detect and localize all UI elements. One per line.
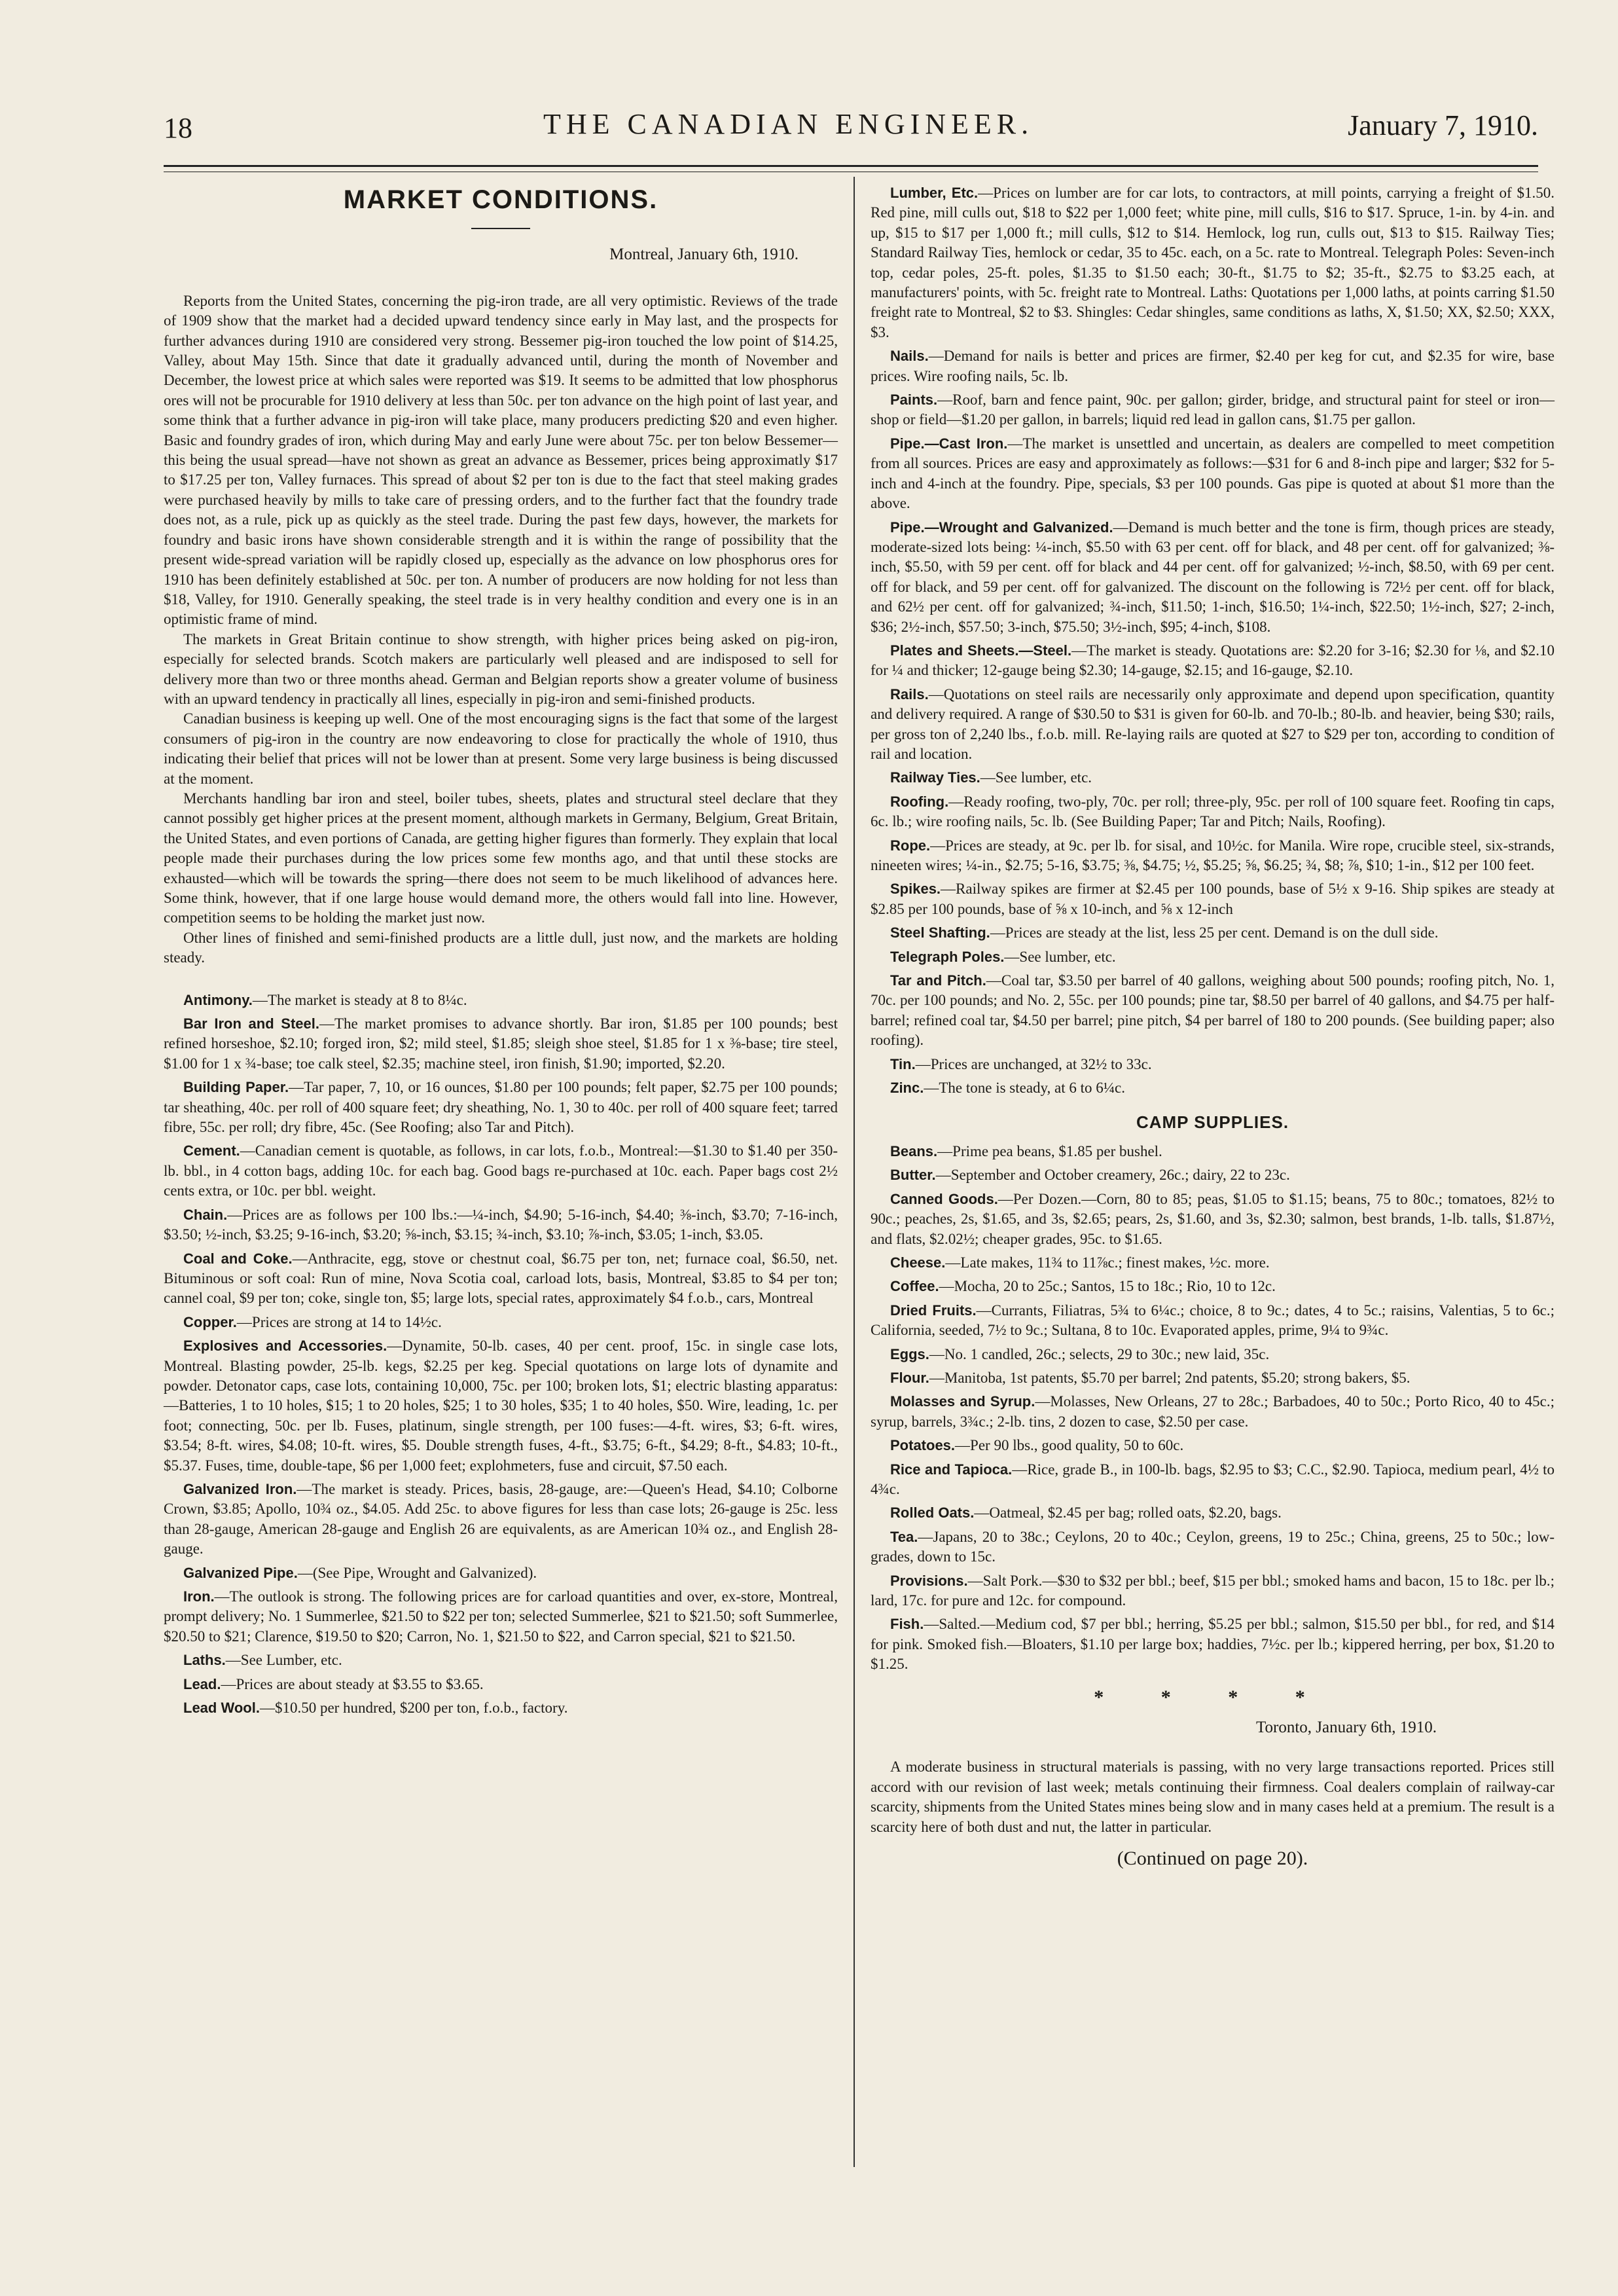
issue-date: January 7, 1910. [1348, 109, 1538, 141]
entry-keyword: Steel Shafting. [890, 924, 990, 941]
entry-keyword: Spikes. [890, 881, 941, 898]
price-entry [871, 1368, 1555, 1388]
entry-text: —Salted.—Medium cod, $7 per bbl.; herring, $5.25 per bbl.; salmon, $15.50 per bbl., for red, and $14 for pink. Smoked fish.—Bloaters, $1.10 per large box; haddies, 7½c. per lb.; kippered herring, per box, $1.20 to $1.25. [871, 1616, 1555, 1673]
entry-keyword: Explosives and Accessories. [183, 1338, 387, 1355]
price-entry [871, 183, 1555, 342]
entry-text: —See Lumber, etc. [225, 1652, 342, 1669]
entry-keyword: Provisions. [890, 1572, 968, 1589]
entry-text: —Anthracite, egg, stove or chestnut coal, $6.75 per ton, net; furnace coal, $6.50, net. Bituminous or soft coal: Run of mine, Nova Scotia coal, carload lots, basis, Montreal, $3.85 to $4 per ton; cannel coal, $9 per ton; coke, single ton, $5; large lots, special rates, approximately $4 f.o.b., cars, Montreal [164, 1250, 838, 1307]
entry-text: —Molasses, New Orleans, 27 to 28c.; Barbadoes, 40 to 50c.; Porto Rico, 40 to 45c.; syrup, barrels, 3¾c.; 2-lb. tins, 2 dozen to case, $2.50 per case. [871, 1393, 1555, 1430]
entry-text: —Demand is much better and the tone is firm, though prices are steady, moderate-sized lots being: ¼-inch, $5.50 with 63 per cent. off for black, and 48 per cent. off for galvanized; ⅜-inch, $5.50, with 59 per cent. off for black and 44 per cent. off for galvanized; ½-inch, $8.50, with 69 per cent. off for black, and 59 per cent. off for galvanized. The discount on the following is 72½ per cent. off for black, and 62½ per cent. off for galvanized; ¾-inch, $11.50; 1-inch, $16.50; 1¼-inch, $22.50; 1½-inch, $27; 2-inch, $36; 2½-inch, $57.50; 3-inch, $75.50; 3½-inch, $95; 4-inch, $108. [871, 519, 1555, 635]
entry-keyword: Tea. [890, 1528, 918, 1545]
entry-keyword: Pipe.—Cast Iron. [890, 435, 1008, 452]
entry-text: —Japans, 20 to 38c.; Ceylons, 20 to 40c.; Ceylon, greens, 19 to 25c.; China, greens, 25 to 50c.; low-grades, down to 15c. [871, 1528, 1555, 1565]
price-entry [871, 1253, 1555, 1273]
entry-keyword: Copper. [183, 1313, 237, 1330]
entry-text: —Oatmeal, $2.45 per bag; rolled oats, $2.20, bags. [974, 1504, 1282, 1522]
entry-text: —See lumber, etc. [1004, 948, 1116, 965]
paragraph: Canadian business is keeping up well. One of the most encouraging signs is the fact that some of the largest consumers of pig-iron in the country are now endeavoring to close for practically the whole of 1910, thus indicating their belief that prices will not be lower than at present. Some very large business is being discussed at the moment. [164, 710, 838, 787]
price-entry [871, 1142, 1555, 1161]
entry-keyword: Paints. [890, 392, 938, 409]
entry-text: —Prices are as follows per 100 lbs.:—¼-inch, $4.90; 5-16-inch, $4.40; ⅜-inch, $3.70; 7-16-inch, $3.50; ½-inch, $3.25; 9-16-inch, $3.20; ⅝-inch, $3.15; ¾-inch, $3.10; ⅞-inch, $3.05; 1-inch, $3.05. [164, 1206, 838, 1243]
paragraph: The markets in Great Britain continue to show strength, with higher prices being asked on pig-iron, especially for selected brands. Scotch makers are particularly well pleased and are indisposed to sell for delivery more than two or three months ahead. German and Belgian reports show a greater volume of business with an upward tendency in practically all lines, especially in pig-iron and semi-finished products. [164, 630, 838, 707]
price-entry [871, 1571, 1555, 1611]
entry-text: —September and October creamery, 26c.; dairy, 22 to 23c. [935, 1167, 1290, 1184]
entry-text: —Salt Pork.—$30 to $32 per bbl.; beef, $15 per bbl.; smoked hams and bacon, 15 to 18c. per lb.; lard, 17c. for pure and 12c. for compound. [871, 1572, 1555, 1609]
price-entry [871, 971, 1555, 1051]
price-entry [871, 947, 1555, 967]
column-separator [854, 177, 855, 2167]
price-entry [164, 1313, 838, 1332]
entry-keyword: Cement. [183, 1142, 240, 1159]
entry-text: —Demand for nails is better and prices are firmer, $2.40 per keg for cut, and $2.35 for wire, base prices. Wire roofing nails, 5c. lb. [871, 348, 1555, 384]
entry-keyword: Roofing. [890, 793, 949, 810]
publication-title: THE CANADIAN ENGINEER. [543, 108, 1034, 140]
entry-text: —Prime pea beans, $1.85 per bushel. [937, 1142, 1162, 1159]
section-heading: MARKET CONDITIONS. [343, 185, 658, 214]
price-entry [164, 1587, 838, 1647]
entry-text: —Late makes, 11¾ to 11⅞c.; finest makes, ½c. more. [945, 1254, 1270, 1271]
entry-text: —Prices are strong at 14 to 14½c. [236, 1313, 442, 1330]
entry-keyword: Nails. [890, 348, 929, 365]
entry-keyword: Flour. [890, 1369, 929, 1386]
entry-text: —The outlook is strong. The following prices are for carload quantities and over, ex-store, Montreal, prompt delivery; No. 1 Summerlee, $21.50 to $22 per ton; selected Summerlee, $21 to $21.50; soft Summerlee, $20.50 to $21; Clarence, $19.50 to $20; Carron, No. 1, $21.50 to $22, and Carron special, $21 to $21.50. [164, 1588, 838, 1645]
price-entry [871, 1078, 1555, 1098]
entry-text: —The market is unsettled and uncertain, as dealers are compelled to meet competition from all sources. Prices are easy and approximately as follows:—$31 for 6 and 8-inch pipe and larger; $32 for 5-inch and 4-inch at the foundry. Pipe, specials, $3 per 100 pounds. Gas pipe is quoted at about $1 more than the above. [871, 435, 1555, 512]
heading-rule [471, 228, 530, 229]
entry-text: —Per 90 lbs., good quality, 50 to 60c. [955, 1437, 1184, 1454]
spacer [164, 968, 838, 991]
entry-keyword: Rice and Tapioca. [890, 1461, 1013, 1478]
entry-keyword: Plates and Sheets.—Steel. [890, 642, 1072, 659]
entry-text: —No. 1 candled, 26c.; selects, 29 to 30c.; new laid, 35c. [929, 1345, 1270, 1362]
entry-keyword: Butter. [890, 1167, 936, 1184]
entry-keyword: Lumber, Etc. [890, 185, 979, 201]
price-entry [164, 991, 838, 1010]
header-rule [164, 165, 1538, 167]
price-entry [871, 685, 1555, 765]
price-entry [871, 518, 1555, 637]
entry-text: —Prices are steady, at 9c. per lb. for sisal, and 10½c. for Manila. Wire rope, crucible steel, six-strands, nineeten wires; ¼-in., $2.75; 5-16, $3.75; ⅜, $4.75; ½, $5.25; ⅝, $6.25; ¾, $8; ⅞, $10; 1-in., $12 per 100 feet. [871, 837, 1555, 873]
price-list [164, 991, 838, 1719]
entry-keyword: Telegraph Poles. [890, 948, 1005, 965]
price-entry [871, 390, 1555, 430]
price-entry [871, 1527, 1555, 1567]
entry-keyword: Tin. [890, 1055, 916, 1072]
entry-keyword: Railway Ties. [890, 769, 980, 786]
price-entry [871, 836, 1555, 876]
price-entry [871, 346, 1555, 386]
paragraph: A moderate business in structural materials is passing, with no very large transactions reported. Prices still accord with our revision of last week; metals continuing their firmness. Coal dealers complain of railway-car scarcity, shipments from the United States mines being slow and in many cases held at a premium. The result is a scarcity here of both dust and nut, the latter in particular. [871, 1758, 1555, 1835]
entry-text: —Manitoba, 1st patents, $5.70 per barrel; 2nd patents, $5.20; strong bakers, $5. [929, 1369, 1411, 1386]
right-column [871, 183, 1555, 1868]
entry-text: —The market promises to advance shortly. Bar iron, $1.85 per 100 pounds; best refined horseshoe, $2.10; forged iron, $2; mild steel, $1.85; sleigh shoe steel, $1.85 for 1 x ⅜-base; tire steel, $1.00 for 1 x ¾-base; toe calk steel, $2.35; machine steel, iron finish, $1.90; imported, $2.20. [164, 1015, 838, 1072]
entry-text: —(See Pipe, Wrought and Galvanized). [297, 1564, 537, 1581]
entry-keyword: Antimony. [183, 991, 253, 1008]
price-entry [164, 1014, 838, 1074]
price-entry [871, 768, 1555, 788]
paragraph: Reports from the United States, concerning the pig-iron trade, are all very optimistic. Reviews of the trade of 1909 show that the market had a decided upward tendency since early in May last, and the prospects for further advances during 1910 are considered very strong. Bessemer pig-iron touched the low point of $14.25, Valley, about May 15th. Since that date it gradually advanced until, during the month of November and December, the lowest price at which sales were reported was $19. It seems to be admitted that low phosphorus ores will not be procurable for 1910 delivery at less than 50c. per ton advance on the high point of last year, and some think that a further advance in pig-iron will take place, many producers predicting $20 and even higher. Basic and foundry grades of iron, which during May and early June were about 75c. per ton below Bessemer—this being the usual spread—have not shown as great an advance as Bessemer, prices being approximatly $17 to $17.25 per ton, Valley furnaces. This spread of about $2 per ton is due to the fact that steel making grades were purchased heavily by mills to take care of pressing orders, and to the further fact that the foundry trade does not, as a rule, pick up as quickly as the steel trade. During the past few days, however, the markets for foundry and basic irons have shown considerable strength and it is within the range of possibility that the present wide-spread variation will be rapidly closed up, especially as the advance on low phosphorus ores for 1910 has been definitely established at 50c. per ton. A number of producers are now holding for not less than $18, Valley, for 1910. Generally speaking, the steel trade is in very healthy condition and every one is in an optimistic frame of mind. [164, 292, 838, 628]
entry-text: —$10.50 per hundred, $200 per ton, f.o.b., factory. [259, 1700, 568, 1717]
entry-text: —Prices are unchanged, at 32½ to 33c. [915, 1055, 1152, 1072]
entry-text: —Roof, barn and fence paint, 90c. per gallon; girder, bridge, and structural paint for steel or iron—shop or field—$1.20 per gallon, in barrels; liquid red lead in gallon cans, $1.75 per gallon. [871, 392, 1555, 428]
entry-keyword: Cheese. [890, 1254, 946, 1271]
price-entry [164, 1698, 838, 1718]
price-entry [164, 1078, 838, 1137]
price-entry [871, 1055, 1555, 1074]
entry-text: —Coal tar, $3.50 per barrel of 40 gallons, weighing about 500 pounds; roofing pitch, No. 1, 70c. per 100 pounds; and No. 2, 55c. per 100 pounds; pine tar, $8.50 per barrel of 40 gallons, and $4.75 per half-barrel; refined coal tar, $4.50 per barrel; pine pitch, $4 per barrel of 180 to 200 pounds. (See building paper; also roofing). [871, 972, 1555, 1049]
entry-text: —The market is steady. Prices, basis, 28-gauge, are:—Queen's Head, $4.10; Colborne Crown, $3.85; Apollo, 10¾ oz., $4.05. Add 25c. to above figures for less than case lots; 26-gauge is 25c. less than 28-gauge, American 28-gauge and English 26 are equivalents, as are American 10¾ oz., and English 28-gauge. [164, 1480, 838, 1558]
entry-text: —Rice, grade B., in 100-lb. bags, $2.95 to $3; C.C., $2.90. Tapioca, medium pearl, 4½ to 4¾c. [871, 1461, 1555, 1497]
entry-keyword: Beans. [890, 1142, 938, 1159]
entry-keyword: Canned Goods. [890, 1190, 998, 1207]
entry-keyword: Tar and Pitch. [890, 972, 986, 989]
entry-text: —Quotations on steel rails are necessarily only approximate and depend upon specification, quantity and delivery required. A range of $30.50 to $31 is given for 60-lb. and 70-lb.; 80-lb. and heavier, being $30; rails, per gross ton of 2,240 lbs., f.o.b. mill. Re-laying rails are quoted at $27 to $29 per ton, according to condition of rail and location. [871, 685, 1555, 762]
entry-keyword: Eggs. [890, 1345, 929, 1362]
entry-text: —Prices on lumber are for car lots, to contractors, at mill points, carrying a freight of $1.50. Red pine, mill culls out, $18 to $22 per 1,000 feet; white pine, mill culls, $16 to $17. Spruce, 1-in. by 4-in. and up, $15 to $17 per 1,000 ft.; mill culls, $12 to $14. Hemlock, log run, culls out, $13 to $15. Railway Ties; Standard Railway Ties, hemlock or cedar, 35 to 45c. each, on a 5c. rate to Montreal. Telegraph Poles: Seven-inch top, cedar poles, 25-ft. poles, $1.35 to $1.50 each; 30-ft., $1.75 to $2; 35-ft., $2.75 to $3.25 each, at manufacturers' points, with 5c. freight rate to Montreal. Laths: Quotations per 1,000 laths, at points carring $1.50 freight rate to Montreal, $2 to $3. Shingles: Cedar shingles, same conditions as laths, X, $1.50; XX, $2.50; XXX, $3. [871, 185, 1555, 340]
section-stars: * * * * [1094, 1686, 1331, 1708]
entry-keyword: Pipe.—Wrought and Galvanized. [890, 519, 1113, 536]
entry-keyword: Building Paper. [183, 1079, 289, 1096]
price-entry [871, 792, 1555, 832]
price-entry [871, 1436, 1555, 1455]
entry-text: —Per Dozen.—Corn, 80 to 85; peas, $1.05 to $1.15; beans, 75 to 80c.; tomatoes, 82½ to 90c.; peaches, 2s, $1.65, and 3s, $2.65; pears, 2s, $1.60, and 3s, $2.30; salmon, best brands, 1-lb. talls, $1.87½, and flats, $2.02½; cheaper grades, 95c. to $1.65. [871, 1190, 1555, 1247]
montreal-dateline: Montreal, January 6th, 1910. [609, 246, 799, 264]
price-entry [164, 1336, 838, 1476]
paragraph: Merchants handling bar iron and steel, boiler tubes, sheets, plates and structural steel declare that they cannot possibly get higher prices at the present moment, although markets in Germany, Belgium, Great Britain, the United States, and even portions of Canada, are getting higher figures than formerly. They explain that local people made their purchases during the low prices some few months ago, and that until these stocks are exhausted—which will be towards the spring—there does not seem to be much likelihood of advances here. Some think, however, that if one large house would demand more, the others would fall into line. However, competition seems to be holding the market just now. [164, 790, 838, 926]
entry-text: —Railway spikes are firmer at $2.45 per 100 pounds, base of 5½ x 9-16. Ship spikes are steady at $2.85 per 100 pounds, base of ⅝ x 10-inch, and ⅝ x 12-inch [871, 881, 1555, 917]
entry-text: —Ready roofing, two-ply, 70c. per roll; three-ply, 95c. per roll of 100 square feet. Roofing tin caps, 6c. lb.; wire roofing nails, 5c. lb. (See Building Paper; Tar and Pitch; Nails, Roofing). [871, 793, 1555, 830]
entry-keyword: Lead Wool. [183, 1700, 260, 1717]
entry-keyword: Coal and Coke. [183, 1250, 293, 1267]
entry-keyword: Potatoes. [890, 1437, 956, 1454]
entry-text: —See lumber, etc. [980, 769, 1092, 786]
entry-keyword: Zinc. [890, 1080, 924, 1097]
entry-text: —Tar paper, 7, 10, or 16 ounces, $1.80 per 100 pounds; felt paper, $2.75 per 100 pounds; tar sheathing, 40c. per roll of 400 square feet; dry sheathing, No. 1, 30 to 40c. per roll of 400 square feet; tarred fibre, 55c. per roll; dry fibre, 45c. (See Roofing; also Tar and Pitch). [164, 1079, 838, 1136]
price-entry [871, 1301, 1555, 1341]
entry-keyword: Galvanized Iron. [183, 1480, 297, 1497]
price-entry [871, 923, 1555, 943]
price-entry [871, 1345, 1555, 1364]
entry-text: —The tone is steady, at 6 to 6¼c. [924, 1080, 1126, 1097]
continued-note: (Continued on page 20). [1117, 1848, 1308, 1870]
price-entry [871, 1392, 1555, 1432]
paragraph: Other lines of finished and semi-finished products are a little dull, just now, and the markets are holding steady. [164, 929, 838, 966]
entry-keyword: Galvanized Pipe. [183, 1564, 298, 1581]
entry-text: —The market is steady at 8 to 8¼c. [252, 991, 467, 1008]
entry-keyword: Fish. [890, 1616, 924, 1633]
left-column [164, 183, 838, 1722]
price-entry [871, 1503, 1555, 1523]
entry-keyword: Coffee. [890, 1278, 939, 1295]
price-entry [871, 1614, 1555, 1674]
price-entry [871, 1460, 1555, 1500]
price-entry [164, 1141, 838, 1201]
price-entry [164, 1650, 838, 1670]
entry-keyword: Molasses and Syrup. [890, 1393, 1035, 1410]
entry-keyword: Chain. [183, 1206, 228, 1223]
price-entry [164, 1563, 838, 1583]
entry-text: —The market is steady. Quotations are: $2.20 for 3-16; $2.30 for ⅛, and $2.10 for ¼ and thicker; 12-gauge being $2.30; 14-gauge, $2.15; and 16-gauge, $2.10. [871, 642, 1555, 679]
entry-keyword: Lead. [183, 1675, 221, 1692]
entry-text: —Mocha, 20 to 25c.; Santos, 15 to 18c.; Rio, 10 to 12c. [939, 1278, 1276, 1295]
price-entry [871, 1165, 1555, 1185]
entry-keyword: Rope. [890, 837, 931, 854]
camp-supplies-heading: CAMP SUPPLIES. [1136, 1112, 1289, 1133]
price-entry [871, 879, 1555, 919]
price-entry [871, 434, 1555, 514]
price-entry [164, 1480, 838, 1559]
price-entry [871, 1190, 1555, 1249]
price-list [871, 183, 1555, 1098]
entry-keyword: Laths. [183, 1652, 226, 1669]
toronto-dateline: Toronto, January 6th, 1910. [1256, 1719, 1437, 1737]
entry-keyword: Iron. [183, 1588, 215, 1605]
entry-text: —Currants, Filiatras, 5¾ to 6¼c.; choice, 8 to 9c.; dates, 4 to 5c.; raisins, Valentias, 5 to 6c.; California, seeded, 7½ to 9c.; Sultana, 8 to 10c. Evaporated apples, prime, 9¼ to 9¾c. [871, 1302, 1555, 1339]
entry-text: —Prices are about steady at $3.55 to $3.65. [221, 1675, 484, 1692]
page-number: 18 [164, 112, 192, 144]
price-entry [164, 1675, 838, 1694]
price-entry [871, 1277, 1555, 1296]
entry-keyword: Bar Iron and Steel. [183, 1015, 319, 1032]
price-entry [164, 1249, 838, 1309]
entry-text: —Prices are steady at the list, less 25 per cent. Demand is on the dull side. [990, 924, 1439, 941]
entry-keyword: Dried Fruits. [890, 1302, 977, 1319]
entry-keyword: Rails. [890, 685, 929, 702]
entry-keyword: Rolled Oats. [890, 1504, 975, 1522]
entry-text: —Dynamite, 50-lb. cases, 40 per cent. proof, 15c. in single case lots, Montreal. Blasting powder, 25-lb. kegs, $2.25 per keg. Special quotations on large lots of dynamite and powder. Detonator caps, case lots, containing 10,000, 75c. per 100; broken lots, $1; electric blasting apparatus:—Batteries, 1 to 10 holes, $15; 1 to 20 holes, $25; 1 to 30 holes, $35; 1 to 40 holes, $50. Wire, leading, 1c. per foot; connecting, 50c. per lb. Fuses, platinum, single strength, per 100 fuses:—4-ft. wires, $3; 6-ft. wires, $3.54; 8-ft. wires, $4.08; 10-ft. wires, $5. Double strength fuses, 4-ft., $3.75; 6-ft., $4.29; 8-ft., $4.83; 10-ft., $5.37. Fuses, time, double-tape, $6 per 1,000 feet; explohmeters, fuse and circuit, $7.50 each. [164, 1338, 838, 1474]
price-entry [164, 1205, 838, 1245]
entry-text: —Canadian cement is quotable, as follows, in car lots, f.o.b., Montreal:—$1.30 to $1.40 per 350-lb. bbl., in 4 cotton bags, adding 10c. for each bag. Good bags re-purchased at 10c. each. Paper bags cost 2½ cents extra, or 10c. per bbl. weight. [164, 1142, 838, 1199]
camp-supplies-list [871, 1142, 1555, 1675]
page-header [164, 98, 1538, 144]
price-entry [871, 641, 1555, 681]
